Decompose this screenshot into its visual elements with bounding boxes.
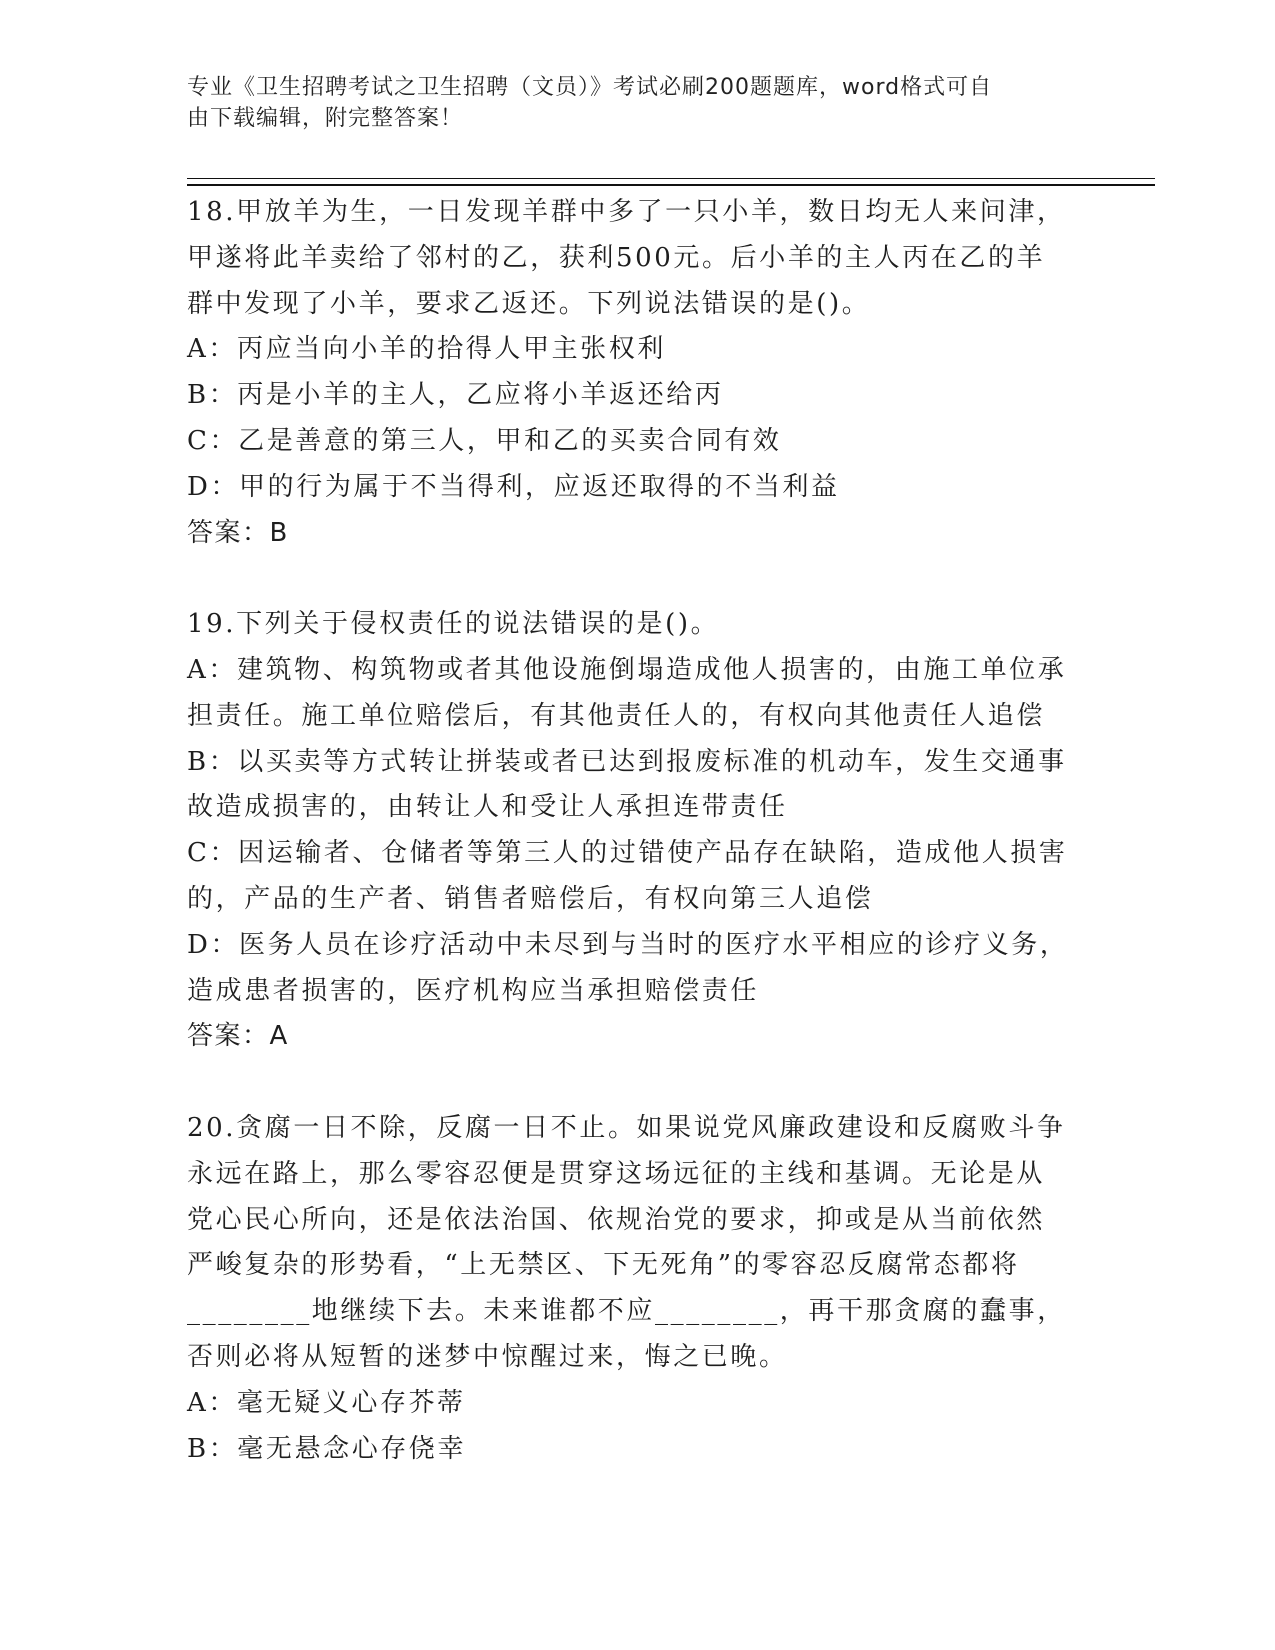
answer-option-line: 造成患者损害的，医疗机构应当承担赔偿责任 — [187, 975, 760, 1006]
answer-option-line: A：毫无疑义心存芥蒂 — [187, 1387, 466, 1418]
answer-option-line: 故造成损害的，由转让人和受让人承担连带责任 — [187, 792, 788, 823]
answer-option — [187, 648, 1087, 740]
answer-option-line: D：甲的行为属于不当得利，应返还取得的不当利益 — [187, 471, 840, 502]
question-spacer — [187, 1060, 1087, 1106]
question-spacer — [187, 556, 1087, 602]
answer-option-line: B：毫无悬念心存侥幸 — [187, 1433, 467, 1464]
question-stem-line: 严峻复杂的形势看，“上无禁区、下无死角”的零容忍反腐常态都将 — [187, 1250, 1020, 1281]
answer-option — [187, 1427, 1087, 1473]
question-stem-line: ________地继续下去。未来谁都不应________，再干那贪腐的蠢事， — [187, 1296, 1066, 1327]
document-header — [187, 72, 1067, 134]
question-block — [187, 190, 1087, 602]
answer-option — [187, 465, 1087, 511]
question-stem-line: 否则必将从短暂的迷梦中惊醒过来，悔之已晚。 — [187, 1341, 788, 1372]
question-block — [187, 602, 1087, 1106]
answer-option-line: A：丙应当向小羊的拾得人甲主张权利 — [187, 334, 666, 365]
answer-option-line: D：医务人员在诊疗活动中未尽到与当时的医疗水平相应的诊疗义务， — [187, 929, 1069, 960]
question-stem-line: 18.甲放羊为生，一日发现羊群中多了一只小羊，数日均无人来问津， — [187, 197, 1066, 227]
question-stem-line: 甲遂将此羊卖给了邻村的乙，获利500元。后小羊的主人丙在乙的羊 — [187, 242, 1046, 273]
answer-option-line: B：以买卖等方式转让拼装或者已达到报废标准的机动车，发生交通事 — [187, 746, 1067, 777]
answer-option — [187, 1381, 1087, 1427]
answer-option — [187, 327, 1087, 373]
question-stem-line: 群中发现了小羊，要求乙返还。下列说法错误的是()。 — [187, 288, 871, 319]
answer-option — [187, 419, 1087, 465]
question-list — [187, 190, 1087, 1472]
answer-key: 答案：B — [187, 517, 289, 548]
question-stem-line: 永远在路上，那么零容忍便是贯穿这场远征的主线和基调。无论是从 — [187, 1158, 1046, 1189]
answer-option-line: 的，产品的生产者、销售者赔偿后，有权向第三人追偿 — [187, 883, 874, 914]
header-line-1: 专业《卫生招聘考试之卫生招聘（文员）》考试必刷200题题库，word格式可自 — [187, 75, 993, 100]
answer-option — [187, 740, 1087, 832]
question-stem-line: 19.下列关于侵权责任的说法错误的是()。 — [187, 609, 720, 640]
answer-option-line: C：乙是善意的第三人，甲和乙的买卖合同有效 — [187, 425, 782, 456]
question-stem-line: 党心民心所向，还是依法治国、依规治党的要求，抑或是从当前依然 — [187, 1204, 1046, 1235]
header-rule-thin — [187, 178, 1155, 179]
question-stem-line: 20.贪腐一日不除，反腐一日不止。如果说党风廉政建设和反腐败斗争 — [187, 1112, 1066, 1143]
answer-option-line: B：丙是小羊的主人，乙应将小羊返还给丙 — [187, 380, 724, 411]
answer-option-line: C：因运输者、仓储者等第三人的过错使产品存在缺陷，造成他人损害 — [187, 838, 1068, 869]
answer-option — [187, 831, 1087, 923]
answer-option — [187, 923, 1087, 1015]
header-rule-thick — [187, 184, 1155, 186]
answer-key: 答案：A — [187, 1021, 289, 1052]
answer-option — [187, 373, 1087, 419]
question-block — [187, 1106, 1087, 1472]
header-line-2: 由下载编辑，附完整答案！ — [187, 106, 464, 131]
answer-option-line: 担责任。施工单位赔偿后，有其他责任人的，有权向其他责任人追偿 — [187, 700, 1046, 731]
answer-option-line: A：建筑物、构筑物或者其他设施倒塌造成他人损害的，由施工单位承 — [187, 654, 1067, 685]
